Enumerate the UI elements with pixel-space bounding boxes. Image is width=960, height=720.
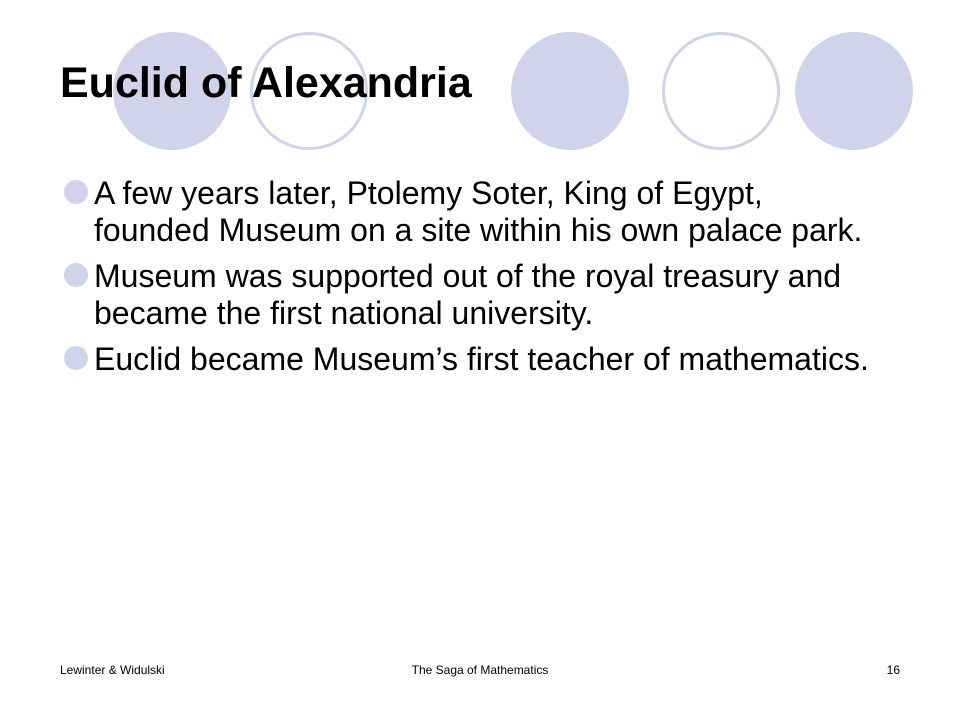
decorative-filled-circle: [795, 32, 913, 150]
bullet-item: [60, 341, 880, 378]
footer-authors: Lewinter & Widulski: [60, 663, 165, 677]
slide-title: Euclid of Alexandria: [60, 59, 472, 107]
decorative-ring-circle: [662, 32, 780, 150]
bullet-dot-icon: [64, 180, 88, 204]
bullet-text: Euclid became Museum’s first teacher of mathematics.: [94, 341, 869, 377]
footer-book-title: The Saga of Mathematics: [411, 663, 549, 677]
decorative-filled-circle: [511, 32, 629, 150]
bullet-text: Museum was supported out of the royal treasury and became the first national university.: [94, 258, 842, 331]
bullet-dot-icon: [64, 346, 88, 370]
bullet-item: [60, 175, 880, 249]
bullet-text: A few years later, Ptolemy Soter, King of Egypt, founded Museum on a site within his own palace park.: [94, 175, 863, 248]
bullet-dot-icon: [64, 263, 88, 287]
bullet-list: [60, 175, 880, 387]
footer-page-number: 16: [886, 663, 900, 677]
bullet-item: [60, 258, 880, 332]
